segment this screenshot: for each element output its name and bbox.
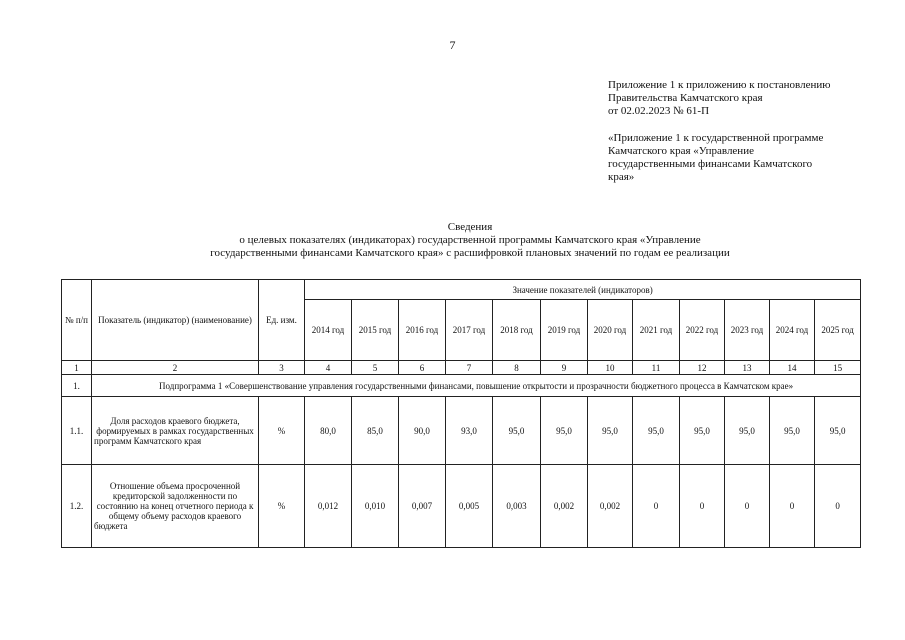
header-num: № п/п (62, 280, 92, 361)
header-year: 2016 год (399, 300, 446, 361)
page-number: 7 (449, 38, 456, 52)
row-value: 85,0 (352, 397, 399, 465)
row-unit: % (259, 397, 305, 465)
header-indicator: Показатель (индикатор) (наименование) (92, 280, 259, 361)
column-number: 13 (725, 361, 770, 375)
row-value: 95,0 (725, 397, 770, 465)
header-year: 2021 год (633, 300, 680, 361)
column-number: 8 (493, 361, 541, 375)
indicators-table (61, 279, 861, 548)
row-value: 95,0 (493, 397, 541, 465)
row-value: 0 (633, 465, 680, 548)
row-value: 95,0 (680, 397, 725, 465)
subprogram-title: Подпрограмма 1 «Совершенствование управления государственными финансами, повышение открытости и прозрачности бюджетного процесса в Камчатском крае» (92, 375, 861, 397)
title-line-2: о целевых показателях (индикаторах) государственной программы Камчатского края «Управление (239, 234, 701, 246)
row-value: 0 (680, 465, 725, 548)
title-line-3: государственными финансами Камчатского края» с расшифровкой плановых значений по годам ее реализации (210, 247, 730, 259)
subprogram-row (62, 375, 861, 397)
row-value: 0,007 (399, 465, 446, 548)
row-value: 0,002 (588, 465, 633, 548)
header-values-group: Значение показателей (индикаторов) (305, 280, 861, 300)
appendix-program-line: «Приложение 1 к государственной программе (608, 132, 824, 144)
header-year: 2015 год (352, 300, 399, 361)
column-number: 11 (633, 361, 680, 375)
header-year: 2020 год (588, 300, 633, 361)
appendix-program-line: государственными финансами Камчатского (608, 158, 813, 170)
column-number: 15 (815, 361, 861, 375)
row-value: 95,0 (815, 397, 861, 465)
row-value: 0,012 (305, 465, 352, 548)
row-unit: % (259, 465, 305, 548)
column-number: 1 (62, 361, 92, 375)
column-number: 5 (352, 361, 399, 375)
title-line-1: Сведения (447, 221, 493, 233)
row-value: 93,0 (446, 397, 493, 465)
column-number: 6 (399, 361, 446, 375)
row-value: 0,003 (493, 465, 541, 548)
row-value: 0 (725, 465, 770, 548)
column-number: 12 (680, 361, 725, 375)
header-year: 2022 год (680, 300, 725, 361)
row-value: 95,0 (541, 397, 588, 465)
appendix-line: от 02.02.2023 № 61-П (608, 105, 710, 117)
column-number: 10 (588, 361, 633, 375)
appendix-line: Приложение 1 к приложению к постановлению (608, 79, 831, 91)
column-number: 14 (770, 361, 815, 375)
row-value: 0,005 (446, 465, 493, 548)
row-value: 0 (770, 465, 815, 548)
column-number: 4 (305, 361, 352, 375)
column-number: 3 (259, 361, 305, 375)
row-num: 1.1. (62, 397, 92, 465)
row-value: 95,0 (588, 397, 633, 465)
header-year: 2024 год (770, 300, 815, 361)
row-indicator-name: Доля расходов краевого бюджета, формируемых в рамках государственных программ Камчатского края (92, 397, 259, 465)
row-value: 90,0 (399, 397, 446, 465)
table-row (62, 397, 861, 465)
document-title (100, 221, 840, 260)
header-year: 2025 год (815, 300, 861, 361)
row-value: 80,0 (305, 397, 352, 465)
row-value: 95,0 (633, 397, 680, 465)
header-year: 2017 год (446, 300, 493, 361)
column-number: 2 (92, 361, 259, 375)
header-year: 2023 год (725, 300, 770, 361)
row-indicator-name: Отношение объема просроченной кредиторской задолженности по состоянию на конец отчетного периода к общему объему расходов краевого бюджета (92, 465, 259, 548)
column-number: 7 (446, 361, 493, 375)
header-year: 2018 год (493, 300, 541, 361)
appendix-note (608, 79, 888, 184)
table-row (62, 465, 861, 548)
appendix-line: Правительства Камчатского края (608, 92, 763, 104)
row-value: 95,0 (770, 397, 815, 465)
header-unit: Ед. изм. (259, 280, 305, 361)
appendix-program-line: края» (608, 171, 635, 183)
row-num: 1.2. (62, 465, 92, 548)
row-value: 0,002 (541, 465, 588, 548)
appendix-program-line: Камчатского края «Управление (608, 145, 754, 157)
header-year: 2014 год (305, 300, 352, 361)
row-value: 0,010 (352, 465, 399, 548)
header-year: 2019 год (541, 300, 588, 361)
row-value: 0 (815, 465, 861, 548)
column-number: 9 (541, 361, 588, 375)
subprogram-num: 1. (62, 375, 92, 397)
